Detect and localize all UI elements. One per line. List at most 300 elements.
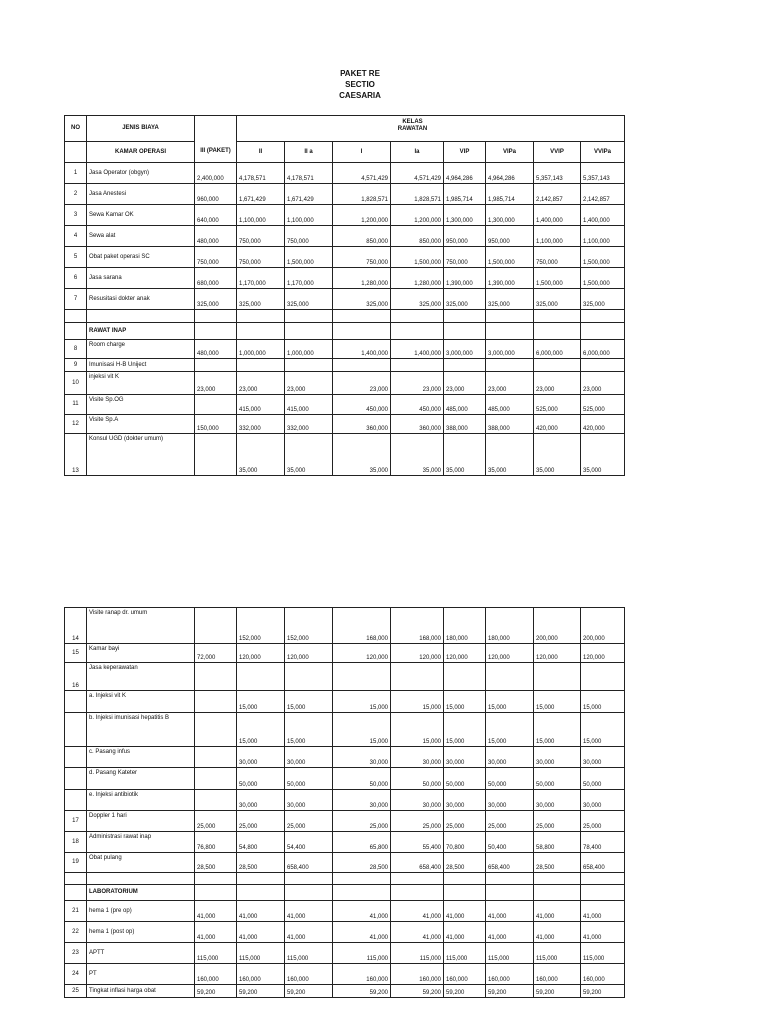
cell-value [581, 359, 625, 372]
cell-value: 1,400,000 [581, 205, 625, 226]
row-number: 2 [65, 184, 87, 205]
cell-value: 23,000 [444, 372, 486, 395]
cell-value: 15,000 [333, 713, 391, 747]
row-label: Room charge [87, 340, 195, 359]
cell-value: 41,000 [486, 901, 534, 922]
header-class-5: VIP [444, 142, 486, 163]
cell-value: 332,000 [285, 415, 333, 434]
cell-value: 35,000 [285, 434, 333, 476]
header-class-8: VVIPa [581, 142, 625, 163]
table-row [65, 901, 625, 922]
cell-value: 658,400 [486, 853, 534, 873]
cell-value [391, 663, 444, 691]
cell-value: 50,000 [285, 768, 333, 790]
cell-value: 30,000 [486, 747, 534, 768]
cell-value: 78,400 [581, 832, 625, 853]
cell-value: 1,500,000 [534, 268, 581, 289]
header-class-3: I [333, 142, 391, 163]
row-number: 18 [65, 832, 87, 853]
cell-value: 1,100,000 [534, 226, 581, 247]
cell-value: 420,000 [534, 415, 581, 434]
cell-value: 750,000 [285, 226, 333, 247]
row-number: 15 [65, 644, 87, 663]
cell-value: 4,571,429 [391, 163, 444, 184]
cell-value: 15,000 [285, 691, 333, 713]
cell-value [237, 663, 285, 691]
table-row [65, 713, 625, 747]
cell-value: 115,000 [285, 943, 333, 964]
table-row [65, 790, 625, 811]
cell-value: 160,000 [237, 964, 285, 985]
cell-value [195, 663, 237, 691]
cell-value: 25,000 [534, 811, 581, 832]
row-number: 17 [65, 811, 87, 832]
cell-value: 640,000 [195, 205, 237, 226]
cell-value: 1,200,000 [391, 205, 444, 226]
cell-value: 160,000 [581, 964, 625, 985]
cell-value: 41,000 [534, 922, 581, 943]
row-label: Imunisasi H-B Uniject [87, 359, 195, 372]
row-label: Sewa alat [87, 226, 195, 247]
row-number: 7 [65, 289, 87, 310]
cell-value: 23,000 [333, 372, 391, 395]
cell-value: 15,000 [444, 713, 486, 747]
table-row [65, 226, 625, 247]
cell-value: 1,300,000 [444, 205, 486, 226]
cell-value: 50,000 [333, 768, 391, 790]
row-number: 9 [65, 359, 87, 372]
cell-value: 35,000 [534, 434, 581, 476]
blank-row [65, 310, 625, 323]
cell-value: 50,000 [486, 768, 534, 790]
cell-value: 1,828,571 [391, 184, 444, 205]
table-row [65, 747, 625, 768]
row-label: injeksi vit K [87, 372, 195, 395]
cell-value: 50,400 [486, 832, 534, 853]
row-label: Obat paket operasi SC [87, 247, 195, 268]
row-label: Jasa Anestesi [87, 184, 195, 205]
cell-value: 680,000 [195, 268, 237, 289]
cell-value: 1,500,000 [581, 247, 625, 268]
cell-value: 120,000 [444, 644, 486, 663]
table-row [65, 415, 625, 434]
cell-value [285, 663, 333, 691]
header-class-6: VIPa [486, 142, 534, 163]
blank-row [65, 873, 625, 885]
cell-value: 41,000 [285, 901, 333, 922]
row-label: Doppler 1 hari [87, 811, 195, 832]
cell-value: 115,000 [391, 943, 444, 964]
cell-value: 3,000,000 [486, 340, 534, 359]
cell-value: 1,100,000 [581, 226, 625, 247]
cell-value: 41,000 [486, 922, 534, 943]
row-number: 8 [65, 340, 87, 359]
cell-value: 15,000 [444, 691, 486, 713]
cell-value: 28,500 [534, 853, 581, 873]
cell-value: 23,000 [237, 372, 285, 395]
row-number: 11 [65, 395, 87, 415]
cell-value: 1,500,000 [285, 247, 333, 268]
cell-value: 525,000 [581, 395, 625, 415]
cell-value: 325,000 [333, 289, 391, 310]
cell-value [444, 663, 486, 691]
cell-value: 50,000 [534, 768, 581, 790]
cell-value: 1,400,000 [333, 340, 391, 359]
cell-value: 1,985,714 [486, 184, 534, 205]
cell-value: 15,000 [581, 713, 625, 747]
cell-value: 23,000 [391, 372, 444, 395]
cell-value: 325,000 [285, 289, 333, 310]
section-label: LABORATORIUM [87, 885, 195, 901]
row-label: hema 1 (post op) [87, 922, 195, 943]
cell-value: 58,800 [534, 832, 581, 853]
cell-value: 1,170,000 [237, 268, 285, 289]
cell-value: 115,000 [237, 943, 285, 964]
cell-value: 65,800 [333, 832, 391, 853]
cell-value: 325,000 [444, 289, 486, 310]
cell-value: 750,000 [534, 247, 581, 268]
cell-value: 960,000 [195, 184, 237, 205]
cell-value: 1,400,000 [391, 340, 444, 359]
cell-value: 4,964,286 [486, 163, 534, 184]
cell-value: 1,300,000 [486, 205, 534, 226]
cell-value: 325,000 [195, 289, 237, 310]
cell-value: 152,000 [285, 608, 333, 644]
row-label: Konsul UGD (dokter umum) [87, 434, 195, 476]
row-number: 10 [65, 372, 87, 395]
cell-value: 168,000 [391, 608, 444, 644]
cell-value: 6,000,000 [534, 340, 581, 359]
cell-value: 59,200 [333, 985, 391, 998]
cell-value: 30,000 [237, 747, 285, 768]
table-row [65, 644, 625, 663]
cell-value: 30,000 [285, 747, 333, 768]
cell-value: 3,000,000 [444, 340, 486, 359]
cell-value: 30,000 [333, 790, 391, 811]
cell-value: 1,000,000 [285, 340, 333, 359]
row-label: Jasa keperawatan [87, 663, 195, 691]
table-row [65, 811, 625, 832]
cell-value: 41,000 [534, 901, 581, 922]
cell-value: 30,000 [444, 747, 486, 768]
cell-value: 50,000 [391, 768, 444, 790]
cell-value: 4,571,429 [333, 163, 391, 184]
cell-value: 180,000 [444, 608, 486, 644]
cell-value: 35,000 [237, 434, 285, 476]
cell-value: 750,000 [195, 247, 237, 268]
cell-value: 850,000 [333, 226, 391, 247]
cell-value: 658,400 [581, 853, 625, 873]
cell-value: 15,000 [534, 691, 581, 713]
cell-value: 54,800 [237, 832, 285, 853]
cell-value [486, 359, 534, 372]
table-row [65, 663, 625, 691]
cell-value: 30,000 [581, 790, 625, 811]
cell-value: 41,000 [237, 922, 285, 943]
cell-value: 658,400 [391, 853, 444, 873]
cell-value: 25,000 [237, 811, 285, 832]
cell-value [486, 663, 534, 691]
cell-value: 1,828,571 [333, 184, 391, 205]
table-row [65, 359, 625, 372]
cell-value: 325,000 [391, 289, 444, 310]
cell-value: 35,000 [486, 434, 534, 476]
cell-value: 41,000 [237, 901, 285, 922]
row-number: 4 [65, 226, 87, 247]
cell-value: 115,000 [195, 943, 237, 964]
cell-value: 450,000 [391, 395, 444, 415]
cell-value: 485,000 [444, 395, 486, 415]
cell-value [285, 359, 333, 372]
cell-value: 5,357,143 [534, 163, 581, 184]
cell-value: 160,000 [444, 964, 486, 985]
cell-value: 750,000 [237, 226, 285, 247]
row-number [65, 768, 87, 790]
table-row [65, 964, 625, 985]
cell-value: 72,000 [195, 644, 237, 663]
title-line-3: CAESARIA [339, 91, 381, 100]
cell-value: 120,000 [391, 644, 444, 663]
cell-value: 850,000 [391, 226, 444, 247]
table-row [65, 395, 625, 415]
table-row [65, 247, 625, 268]
row-number: 25 [65, 985, 87, 998]
cell-value [195, 434, 237, 476]
cell-value: 950,000 [444, 226, 486, 247]
cell-value: 25,000 [285, 811, 333, 832]
row-label: Sewa Kamar OK [87, 205, 195, 226]
section-header-row [65, 323, 625, 340]
cell-value: 360,000 [391, 415, 444, 434]
header-jenis-biaya: JENIS BIAYA [87, 116, 195, 142]
cell-value [534, 359, 581, 372]
cell-value: 15,000 [285, 713, 333, 747]
row-number: 22 [65, 922, 87, 943]
cell-value: 450,000 [333, 395, 391, 415]
cell-value: 30,000 [391, 747, 444, 768]
cell-value: 30,000 [534, 747, 581, 768]
table-row [65, 943, 625, 964]
row-number: 16 [65, 663, 87, 691]
row-label: PT [87, 964, 195, 985]
cell-value: 332,000 [237, 415, 285, 434]
cell-value: 115,000 [534, 943, 581, 964]
row-label: c. Pasang infus [87, 747, 195, 768]
cell-value [444, 359, 486, 372]
cell-value: 1,400,000 [534, 205, 581, 226]
cell-value: 325,000 [486, 289, 534, 310]
cell-value: 23,000 [486, 372, 534, 395]
table-row [65, 608, 625, 644]
cell-value: 41,000 [333, 901, 391, 922]
document-title [300, 68, 420, 101]
cell-value: 115,000 [333, 943, 391, 964]
row-label: Jasa Operator (obgyn) [87, 163, 195, 184]
cell-value: 28,500 [195, 853, 237, 873]
cell-value: 325,000 [237, 289, 285, 310]
cell-value: 750,000 [237, 247, 285, 268]
cell-value [195, 790, 237, 811]
row-number: 19 [65, 853, 87, 873]
row-label: a. Injeksi vit K [87, 691, 195, 713]
cell-value: 30,000 [333, 747, 391, 768]
cell-value: 120,000 [333, 644, 391, 663]
cell-value: 1,500,000 [486, 247, 534, 268]
table-row [65, 922, 625, 943]
cell-value [333, 663, 391, 691]
cell-value: 2,142,857 [581, 184, 625, 205]
cell-value: 4,178,571 [285, 163, 333, 184]
cell-value: 35,000 [581, 434, 625, 476]
header-class-2: II a [285, 142, 333, 163]
cell-value: 50,000 [237, 768, 285, 790]
cell-value: 30,000 [391, 790, 444, 811]
cell-value [391, 359, 444, 372]
cell-value: 25,000 [391, 811, 444, 832]
cell-value: 30,000 [285, 790, 333, 811]
cell-value: 120,000 [486, 644, 534, 663]
cell-value: 59,200 [237, 985, 285, 998]
cell-value: 1,500,000 [391, 247, 444, 268]
cell-value: 23,000 [581, 372, 625, 395]
row-number: 23 [65, 943, 87, 964]
row-label: d. Pasang Kateter [87, 768, 195, 790]
cell-value [534, 663, 581, 691]
table-row [65, 268, 625, 289]
cell-value: 70,800 [444, 832, 486, 853]
cell-value: 15,000 [237, 713, 285, 747]
cell-value: 325,000 [581, 289, 625, 310]
cell-value: 15,000 [486, 713, 534, 747]
header-class-7: VVIP [534, 142, 581, 163]
cell-value: 30,000 [581, 747, 625, 768]
cell-value: 41,000 [285, 922, 333, 943]
cell-value: 41,000 [581, 922, 625, 943]
cell-value: 59,200 [444, 985, 486, 998]
header-class-1: II [237, 142, 285, 163]
cell-value [333, 359, 391, 372]
cell-value: 415,000 [237, 395, 285, 415]
row-number: 5 [65, 247, 87, 268]
row-number: 21 [65, 901, 87, 922]
row-number [65, 790, 87, 811]
row-number [65, 747, 87, 768]
row-label: hema 1 (pre op) [87, 901, 195, 922]
cell-value: 1,170,000 [285, 268, 333, 289]
row-label: b. Injeksi imunisasi hepatitis B [87, 713, 195, 747]
cell-value [195, 395, 237, 415]
cell-value: 152,000 [237, 608, 285, 644]
cell-value: 15,000 [333, 691, 391, 713]
cell-value: 1,671,429 [237, 184, 285, 205]
row-number: 24 [65, 964, 87, 985]
row-label: Administrasi rawat inap [87, 832, 195, 853]
row-label: APTT [87, 943, 195, 964]
cell-value: 115,000 [486, 943, 534, 964]
cell-value: 25,000 [333, 811, 391, 832]
cell-value: 2,142,857 [534, 184, 581, 205]
cell-value: 15,000 [534, 713, 581, 747]
cell-value: 41,000 [581, 901, 625, 922]
table-row [65, 340, 625, 359]
row-label: Jasa sarana [87, 268, 195, 289]
row-label: Visite Sp.A [87, 415, 195, 434]
cell-value: 15,000 [237, 691, 285, 713]
cell-value: 76,800 [195, 832, 237, 853]
cell-value: 480,000 [195, 226, 237, 247]
table-row [65, 768, 625, 790]
cell-value: 30,000 [534, 790, 581, 811]
cell-value: 59,200 [486, 985, 534, 998]
cell-value: 4,964,286 [444, 163, 486, 184]
row-number: 3 [65, 205, 87, 226]
cell-value: 1,280,000 [333, 268, 391, 289]
cell-value: 388,000 [486, 415, 534, 434]
cell-value: 120,000 [534, 644, 581, 663]
header-no: NO [65, 116, 87, 142]
cell-value: 325,000 [534, 289, 581, 310]
cell-value: 23,000 [285, 372, 333, 395]
cell-value: 5,357,143 [581, 163, 625, 184]
cell-value: 15,000 [391, 713, 444, 747]
cell-value: 59,200 [285, 985, 333, 998]
cell-value: 200,000 [534, 608, 581, 644]
cell-value: 1,100,000 [285, 205, 333, 226]
section-header-row [65, 885, 625, 901]
cell-value: 115,000 [581, 943, 625, 964]
cell-value: 15,000 [391, 691, 444, 713]
cell-value [195, 713, 237, 747]
cell-value: 120,000 [285, 644, 333, 663]
row-number: 14 [65, 608, 87, 644]
cell-value: 1,000,000 [237, 340, 285, 359]
row-number [65, 713, 87, 747]
table-row [65, 184, 625, 205]
row-number [65, 691, 87, 713]
cell-value: 1,500,000 [581, 268, 625, 289]
title-line-1: PAKET RE [340, 69, 380, 78]
cell-value: 1,280,000 [391, 268, 444, 289]
cell-value: 15,000 [486, 691, 534, 713]
cell-value: 160,000 [534, 964, 581, 985]
cell-value [195, 691, 237, 713]
cell-value: 1,200,000 [333, 205, 391, 226]
cell-value: 25,000 [444, 811, 486, 832]
cell-value: 525,000 [534, 395, 581, 415]
cell-value: 115,000 [444, 943, 486, 964]
cell-value: 41,000 [444, 922, 486, 943]
cell-value: 28,500 [237, 853, 285, 873]
cell-value: 6,000,000 [581, 340, 625, 359]
cell-value: 160,000 [486, 964, 534, 985]
cell-value: 23,000 [534, 372, 581, 395]
table-row [65, 853, 625, 873]
cell-value: 25,000 [195, 811, 237, 832]
table-row [65, 691, 625, 713]
row-number: 1 [65, 163, 87, 184]
cell-value: 30,000 [444, 790, 486, 811]
header-class-0: III (PAKET) [195, 142, 237, 163]
table-row [65, 205, 625, 226]
cell-value: 35,000 [391, 434, 444, 476]
row-number: 12 [65, 415, 87, 434]
cell-value: 55,400 [391, 832, 444, 853]
header-kelas-rawatan: KELAS RAWATAN [391, 116, 625, 142]
cell-value: 59,200 [534, 985, 581, 998]
cell-value: 41,000 [195, 901, 237, 922]
cell-value: 15,000 [581, 691, 625, 713]
cell-value: 160,000 [391, 964, 444, 985]
